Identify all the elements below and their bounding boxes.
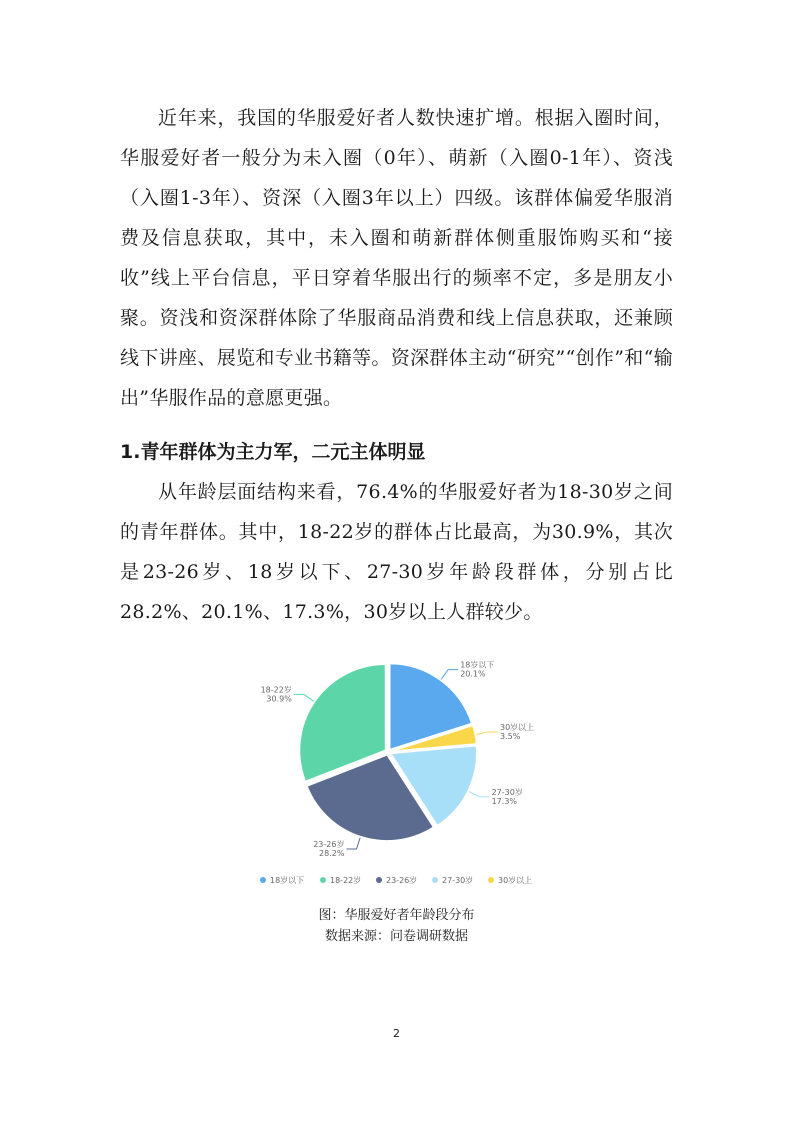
legend-label-over-30: 30岁以上 [498,876,533,885]
slice-value-over-30: 3.5% [500,731,521,741]
age-paragraph: 从年龄层面结构来看，76.4%的华服爱好者为18-30岁之间的青年群体。其中，18-22岁的群体占比最高，为30.9%，其次是23-26岁、18岁以下、27-30岁年龄段群体，分别占比28.2%、20.1%、17.3%，30岁以上人群较少。 [120,481,673,623]
legend-label-27-30: 27-30岁 [442,876,474,885]
leader-line-under-18 [441,670,458,680]
age-pie-chart [240,655,540,895]
legend-label-18-22: 18-22岁 [330,876,362,885]
page-number: 2 [393,1027,400,1040]
legend-label-under-18: 18岁以下 [270,876,305,885]
leader-line-27-30 [469,792,490,797]
intro-paragraph: 近年来，我国的华服爱好者人数快速扩增。根据入圈时间，华服爱好者一般分为未入圈（0年）、萌新（入圈0-1年）、资浅（入圈1-3年）、资深（入圈3年以上）四级。该群体偏爱华服消费及信息获取，其中，未入圈和萌新群体侧重服饰购买和“接收”线上平台信息，平日穿着华服出行的频率不定，多是朋友小聚。资浅和资深群体除了华服商品消费和线上信息获取，还兼顾线下讲座、展览和专业书籍等。资深群体主动“研究”“创作”和“输出”华服作品的意愿更强。 [120,107,673,409]
legend-label-23-26: 23-26岁 [386,876,418,885]
section-heading: 1.青年群体为主力军，二元主体明显 [120,441,426,463]
legend-swatch-27-30 [432,877,438,883]
slice-value-under-18: 20.1% [460,669,486,679]
slice-label-27-30: 27-30岁 [491,787,523,797]
slice-value-27-30: 17.3% [491,796,518,806]
leader-line-23-26 [346,838,360,849]
slice-value-18-22: 30.9% [266,694,292,704]
slice-label-18-22: 18-22岁 [260,685,292,695]
legend-swatch-under-18 [260,877,266,883]
slice-value-23-26: 28.2% [319,849,345,859]
legend-swatch-23-26 [376,877,382,883]
slice-label-over-30: 30岁以上 [500,722,535,732]
figure-source: 数据来源：问卷调研数据 [324,929,468,944]
slice-label-under-18: 18岁以下 [460,660,495,670]
leader-line-18-22 [294,694,314,701]
legend-swatch-over-30 [488,877,494,883]
leader-line-over-30 [476,732,498,734]
figure-caption: 图：华服爱好者年龄段分布 [318,908,475,923]
slice-label-23-26: 23-26岁 [313,840,345,850]
legend-swatch-18-22 [320,877,326,883]
